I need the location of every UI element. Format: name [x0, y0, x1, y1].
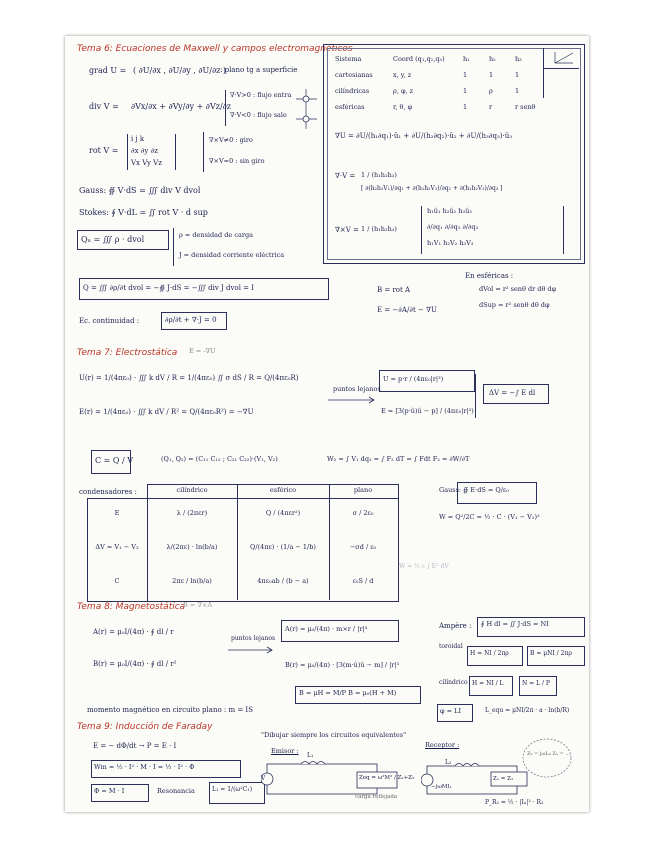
ampere-law: ∮ H dl = ∬ J·dS = NI [481, 620, 549, 628]
coords-row-2-cell-2: 1 [463, 103, 468, 111]
rot-row-1: i j k [131, 135, 145, 143]
e-equation: E = −∂A/∂t − ∇U [377, 306, 437, 314]
rho-note: ρ = densidad de carga [179, 231, 254, 239]
emitter-label: Emisor : [271, 747, 299, 755]
div-curvilinear-lhs: ∇·V = [335, 172, 356, 180]
rot-note-2: ∇×V=0 : sin giro [209, 157, 265, 165]
table-cell-0-1: λ / (2πεr) [176, 509, 208, 517]
reflected-impedance: Zeq = ω²M² / Z₂+Z₃ [359, 775, 415, 781]
flux-sketch-icon [293, 88, 319, 130]
table-cell-2-1: 2πε / ln(b/a) [172, 577, 212, 585]
topic-6-title: Tema 6: Ecuaciones de Maxwell y campos electromagnéticos [77, 44, 353, 54]
gauss-theorem: Gauss: ∯ V·dS = ∭ div V dvol [79, 186, 201, 195]
coords-row-1-cell-2: 1 [463, 87, 468, 95]
topic-7-title: Tema 7: Electrostática [77, 348, 178, 358]
table-header-2: esférico [269, 486, 297, 494]
coords-header-cell-3: h₂ [489, 55, 496, 63]
gauss-law: Gauss: ∯ E·dS = Q/ε₀ [439, 486, 509, 494]
circuits-note: "Dibujar siempre los circuitos equivalentes" [261, 731, 407, 739]
coords-header-cell-1: Coord (q₁,q₂,q₃) [393, 55, 445, 63]
rot-curvilinear-row-1: h₁û₁ h₂û₂ h₃û₃ [427, 207, 472, 215]
coords-header-cell-0: Sistema [335, 55, 362, 63]
dsup-formula: dSup = r² senθ dθ dφ [479, 301, 550, 309]
nabla-u-curvilinear: ∇U = ∂U/(h₁∂q₁)·û₁ + ∂U/(h₂∂q₂)·û₂ + ∂U/(h₃∂q₃)·û₃ [335, 132, 513, 140]
topic-9-title: Tema 9: Inducción de Faraday [77, 722, 213, 732]
rot-curvilinear-row-3: h₁V₁ h₂V₂ h₃V₃ [427, 239, 474, 247]
table-cell-1-2: Q/(4πε) · (1/a − 1/b) [250, 543, 316, 551]
grad-lhs: grad U = [89, 66, 127, 75]
dipole-field: E = [3(p·û)û − p] / (4πε₀|r|³) [381, 407, 474, 415]
magnetic-energy: Wm = ½ · I² · M · I = ½ · I² · Φ [94, 763, 195, 771]
reflected-load: carga reflejada [355, 794, 398, 800]
table-head-0: condensadores : [79, 488, 137, 496]
coords-header-cell-2: h₁ [463, 55, 470, 63]
power-formula: P_R₂ = ½ · |Iₙ|² · R₂ [485, 799, 544, 806]
table-cell-1-3: −σd / ε₀ [349, 543, 377, 551]
arrow-right-icon [327, 396, 377, 404]
table-cell-2-2: 4πε₀ab / (b − a) [257, 577, 309, 585]
mutual-flux: Φ = M · I [94, 787, 125, 795]
continuity-eq: ∂ρ/∂t + ∇·J = 0 [165, 316, 217, 324]
rot-curvilinear-lhs: ∇×V = [335, 226, 359, 234]
topic-8-note: B = ∇×A [183, 601, 213, 609]
h-toroidal: H = NI / 2πρ [470, 650, 509, 657]
continuity-label: Ec. continuidad : [79, 317, 140, 325]
div-lhs: div V = [89, 102, 119, 111]
table-header-3: plano [353, 486, 373, 494]
receiver-inductor: L₂ [445, 759, 452, 766]
dipole-a: A(r) = μ₀/(4π) · m×r / |r|³ [285, 625, 368, 633]
j-note: J = densidad corriente eléctrica [179, 251, 285, 259]
coords-row-0-cell-3: 1 [489, 71, 494, 79]
coords-row-0-cell-1: x, y, z [393, 71, 412, 79]
grad-vector: ( ∂U/∂x , ∂U/∂y , ∂U/∂z ) [133, 66, 226, 75]
spherical-title: En esféricas : [465, 272, 514, 280]
emitter-inductor: L₁ [307, 752, 314, 759]
receiver-label: Receptor : [425, 741, 460, 749]
topic-7-note: E = -∇U [189, 347, 216, 355]
resonance-formula: L₁ = 1/(ω²C₁) [212, 786, 253, 793]
table-cell-1-0: ΔV = V₁ − V₂ [95, 543, 139, 551]
table-cell-2-0: C [114, 577, 120, 585]
table-cell-0-3: σ / 2ε₀ [352, 509, 374, 517]
coords-row-2-cell-4: r senθ [515, 103, 536, 111]
potential-formula: U(r) = 1/(4πε₀) · ∭ k dV / R = 1/(4πε₀) ∬ σ dS / R = Q/(4πε₀R) [79, 374, 299, 382]
continuity-formula: Q = ∭ ∂ρ/∂t dvol = −∯ J·dS = −∭ div J dvol = I [83, 284, 255, 292]
notes-sheet [65, 36, 589, 812]
coords-row-1-cell-4: 1 [515, 87, 520, 95]
voltage-formula: ΔV = −∫ E dl [489, 389, 536, 397]
coords-row-1-cell-0: cilíndricas [335, 87, 370, 95]
resonance-label: Resonancia [157, 787, 195, 795]
table-cell-1-1: λ/(2πε) · ln(b/a) [166, 543, 218, 551]
arrow-right-icon-2 [227, 646, 275, 654]
b-relation: B = μH = M/P B = μ₀(H + M) [299, 689, 397, 697]
stokes-theorem: Stokes: ∮ V·dL = ∬ rot V · d sup [79, 208, 208, 217]
turns-formula: N = L / P [522, 680, 550, 687]
ampere-label: Ampère : [439, 622, 472, 630]
far-points-label-7: puntos lejanos [333, 385, 381, 393]
receiver-source: −jωMI₁ [431, 784, 452, 790]
capacitance-matrix: (Q₁, Q₂) = (C₁₁ C₁₂ ; C₂₁ C₂₂)·(V₁, V₂) [161, 455, 278, 463]
div-curvilinear-rhs: [ ∂(h₂h₃V₁)/∂q₁ + ∂(h₁h₃V₂)/∂q₂ + ∂(h₁h₂V₃)/∂q₃ ] [361, 185, 503, 192]
vector-potential: A(r) = μ₀I/(4π) · ∮ dl / r [93, 628, 174, 636]
faint-note: W = ½ ε ∫ E² dV [399, 563, 449, 570]
div-curvilinear-pre: 1 / (h₁h₂h₃) [361, 171, 397, 179]
magnetic-moment: momento magnético en circuito plano : m = IS [87, 706, 253, 714]
coords-header-cell-4: h₃ [515, 55, 522, 63]
circle-note-text: Z₂ = jωL₂ Zₙ = ... [527, 751, 571, 757]
coords-row-0-cell-4: 1 [515, 71, 520, 79]
rot-row-2: ∂x ∂y ∂z [131, 147, 158, 155]
dipole-potential: U = p·r / (4πε₀|r|³) [383, 375, 444, 383]
toroidal-label: toroidal [439, 643, 463, 650]
topic-8-title: Tema 8: Magnetostática [77, 602, 186, 612]
flux-formula: φ = LI [440, 707, 462, 715]
energy-formula: W = Q²/2C = ½ · C · (V₁ − V₂)² [439, 513, 540, 521]
b-equation: B = rot A [377, 286, 411, 294]
l-equivalent: L_equ = μNI/2π · a · ln(b/R) [485, 707, 570, 714]
table-cell-0-2: Q / (4πεr²) [265, 509, 301, 517]
table-cell-0-0: E [114, 509, 120, 517]
dipole-b: B(r) = μ₀/(4π) · [3(m·û)û − m] / |r|³ [285, 661, 400, 669]
receiver-circuit [421, 758, 531, 798]
coords-row-2-cell-1: r, θ, φ [393, 103, 413, 111]
grad-note: : plano tg a superficie [220, 66, 298, 74]
rot-row-3: Vx Vy Vz [131, 159, 162, 167]
magnetic-field: B(r) = μ₀I/(4π) · ∮ dl / r² [93, 660, 177, 668]
coords-row-0-cell-2: 1 [463, 71, 468, 79]
axes-sketch-icon [551, 50, 577, 66]
emf-formula: E = − dΦ/dt → P = E · I [93, 742, 177, 750]
rot-lhs: rot V = [89, 146, 119, 155]
rot-note-1: ∇×V≠0 : giro [209, 136, 253, 144]
capacitance-formula: C = Q / V [95, 456, 134, 465]
work-formula: W₂ = ∫ V₁ dq₂ = ∫ F₂ dT = ∫ Fdt F₂ = ∂W/∂T [327, 455, 470, 463]
coords-row-2-cell-3: r [489, 103, 493, 111]
load-impedance: Z₁ = Z₂ [493, 776, 514, 782]
wavy-circle-note [521, 736, 573, 780]
rot-curvilinear-pre: 1 / (h₁h₂h₃) [361, 225, 397, 233]
cylindrical-label: cilíndrico [439, 679, 468, 686]
coords-row-1-cell-3: ρ [489, 87, 493, 95]
field-formula: E(r) = 1/(4πε₀) · ∭ k dV / R² = Q/(4πε₀R²) = −∇U [79, 408, 254, 416]
table-header-1: cilíndrico [176, 486, 208, 494]
coords-row-0-cell-0: cartesianas [335, 71, 373, 79]
table-cell-2-3: ε₀S / d [352, 577, 374, 585]
b-toroidal: B = μNI / 2πρ [530, 650, 572, 657]
far-points-label-8: puntos lejanos [231, 635, 276, 642]
div-rhs: ∂Vx/∂x + ∂Vy/∂y + ∂Vz/∂z [131, 102, 231, 111]
coords-row-2-cell-0: esféricas [335, 103, 365, 111]
div-note-1: ∇·V>0 : flujo entra [230, 91, 292, 99]
h-cylindrical: H = NI / L [472, 680, 504, 687]
div-note-2: ∇·V<0 : flujo sale [230, 111, 287, 119]
emitter-source: V [261, 775, 266, 782]
coords-row-1-cell-1: ρ, φ, z [393, 87, 414, 95]
dvol-formula: dVol = r² senθ dr dθ dφ [479, 285, 557, 293]
charge-formula: Qₙ = ∭ ρ · dvol [81, 235, 145, 244]
rot-curvilinear-row-2: ∂/∂q₁ ∂/∂q₂ ∂/∂q₃ [427, 223, 479, 231]
